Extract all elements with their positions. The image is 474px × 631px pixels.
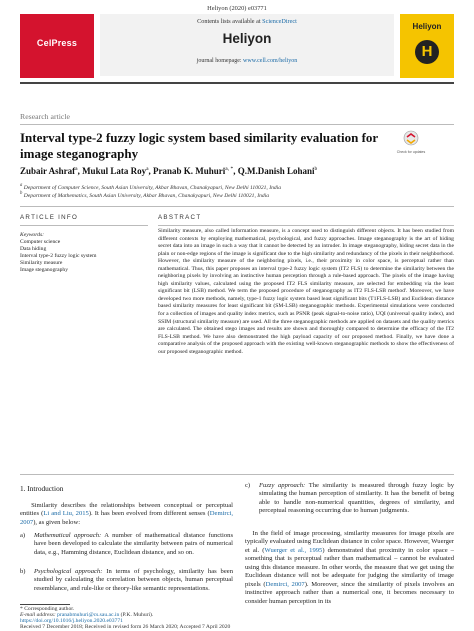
citation-link[interactable]: Li and Liu, 2015 (43, 510, 89, 518)
body-paragraph: Similarity describes the relationships between conceptual or perceptual entities (Li and Liu, 2015). It has been evolved from different senses (Demirci, 2007), as given below: (20, 502, 234, 526)
abstract-heading: ABSTRACT (158, 214, 202, 221)
corresponding-note: * Corresponding author. (20, 606, 75, 612)
keyword: Computer science (20, 239, 61, 245)
running-head: Heliyon (2020) e03771 (207, 5, 267, 12)
author-list: Zubair Ashraf$^a$, Mukul Lata Roy$^a$, Pranab K. Muhuri$^{a, *}$, Q.M.Danish Lohani$^b$ (20, 166, 318, 176)
author[interactable]: Mukul Lata Roy (82, 166, 147, 176)
journal-name: Heliyon (222, 31, 272, 46)
body-paragraph: In the field of image processing, similarity measures for image pixels are typically evaluated using Euclidean distance in color space. However, Wuerger et al. (Wuerger et al., 1995) demonstrated that proximity in color space – something that is perceptual rather than mathematical – cannot be evaluated using this distance measure. In other words, the measure that we get using the Euclidean distance will not be adequate for judging the similarity of image pixels (Demirci, 2007). Moreover, since the similarity of pixels involves an instinctive approach rather than a numerical one, it becomes necessary to consider human perception in its (245, 530, 455, 605)
author[interactable]: Zubair Ashraf (20, 166, 76, 176)
journal-cover (400, 14, 454, 78)
citation-link[interactable]: Demirci, 2007 (265, 580, 305, 588)
author[interactable]: Q.M.Danish Lohani (237, 166, 315, 176)
homepage-link[interactable]: www.cell.com/heliyon (243, 58, 298, 64)
affiliation: $^a$ Department of Computer Science, South Asian University, Akbar Bhavan, Chanakyapuri, New Delhi 110021, India (20, 183, 282, 191)
list-item: b) Psychological approach: In terms of psychology, similarity has been studied by calculating the correlation between objects, human perceptual resemblance, and rule-like or theory-like semantic representations. (20, 568, 233, 592)
section-heading: 1. Introduction (20, 484, 64, 493)
homepage-line: journal homepage: www.cell.com/heliyon (196, 58, 298, 64)
crossmark-icon[interactable] (403, 130, 419, 148)
sciencedirect-link[interactable]: ScienceDirect (262, 18, 297, 25)
article-type: Research article (20, 112, 70, 121)
crossmark-label: Check for updates (396, 150, 426, 154)
divider (158, 225, 454, 226)
article-title: Interval type-2 fuzzy logic system based similarity evaluation for image steganography (20, 130, 378, 161)
author[interactable]: Pranab K. Muhuri (153, 166, 226, 176)
abstract-text: Similarity measure, also called information measure, is a concept used to distinguish different objects. It has been studied from different contexts by employing mathematical, psychological, and fuzzy approaches. Image steganography is the art of hiding secret data into an image in such a way that it cannot be detected by an intruder. In image steganography, hiding secret data in the plain or non-edge regions of the image is significant due to the high similarity and redundancy of the pixels in their neighborhood. However, the similarity measure of the neighboring pixels, i.e., their proximity in color space, is perceptual rather than mathematical. Thus, this paper proposes an interval type-2 fuzzy logic system (IT2 FLS) to determine the similarity between the neighboring pixels by involving an instinctive human perception through a rule-based approach. The pixels of the image having high similarity values, calculated using the proposed IT2 FLS similarity measure, are selected for embedding via the least significant bit (LSB) method. We term the proposed procedure of steganography as IT2 FLS-LSB method'. Moreover, we have developed two more methods, namely, type-1 fuzzy logic system based least significant bits (T1FLS-LSB) and Euclidean distance based similarity measures for least significant bit (SM-LSB) steganographic methods. Experimental simulations were conducted for a collection of images and quality index metrics, such as PSNR (peak signal-to-noise ratio), UQI (universal quality index), and SSIM (structural similarity measure) are used. All the three steganographic methods are applied on datasets and the quality metrics are calculated. The obtained stego images and results are shown and thoroughly compared to determine the efficacy of the IT2 FLS-LSB method. We have also demonstrated the high payload capacity of our proposed method. Finally, we have done a comparative analysis of the proposed approach with the existing well-known steganographic methods to show the effectiveness of our proposed steganographic method. (158, 228, 454, 355)
publisher-logo-text: CelPress (36, 38, 78, 48)
list-item: c) Fuzzy approach: The similarity is measured through fuzzy logic by simulating the human perception of similarity. It has the benefit of being able to handle non-numerical quantities, degrees of similarity, and perceptual reasoning occurring due to human judgments. (245, 482, 454, 515)
keyword: Interval type-2 fuzzy logic system (20, 253, 97, 259)
journal-masthead (100, 14, 394, 76)
divider (20, 225, 148, 226)
keyword: Similarity measure (20, 260, 63, 266)
cover-logo-icon: H (415, 40, 439, 64)
keywords-label: Keywords: (20, 232, 45, 238)
publisher-logo (20, 14, 94, 78)
citation-link[interactable]: Wuerger et al., 1995 (264, 546, 323, 554)
doi-link: https://doi.org/10.1016/j.heliyon.2020.e03771 (20, 618, 123, 624)
cover-title: Heliyon (412, 22, 442, 31)
keyword: Data hiding (20, 246, 47, 252)
divider (20, 206, 454, 207)
divider (20, 124, 454, 125)
affiliation: $^b$ Department of Mathematics, South Asian University, Akbar Bhavan, Chanakyapuri, New Delhi 110021, India (20, 191, 270, 199)
list-item: a) Mathematical approach: A number of mathematical distance functions have been developed to calculate the similarity between pairs of numerical data, e.g., Hamming distance, Euclidean distance, and so on. (20, 532, 234, 556)
footnote-rule (20, 604, 70, 605)
keyword: Image steganography (20, 267, 68, 273)
dates-line: Received 7 December 2018; Received in revised form 26 March 2020; Accepted 7 April 2020 (20, 624, 231, 630)
email-line: E-mail address: pranabmuhuri@cs.sau.ac.in (P.K. Muhuri). (20, 612, 154, 618)
masthead-rule (20, 82, 454, 84)
email-link[interactable]: pranabmuhuri@cs.sau.ac.in (57, 612, 120, 618)
contents-line: Contents lists available at ScienceDirect (197, 18, 297, 25)
citation-link[interactable]: Demirci, 2007 (20, 510, 234, 526)
article-info-heading: ARTICLE INFO (20, 214, 79, 221)
divider (20, 474, 454, 475)
